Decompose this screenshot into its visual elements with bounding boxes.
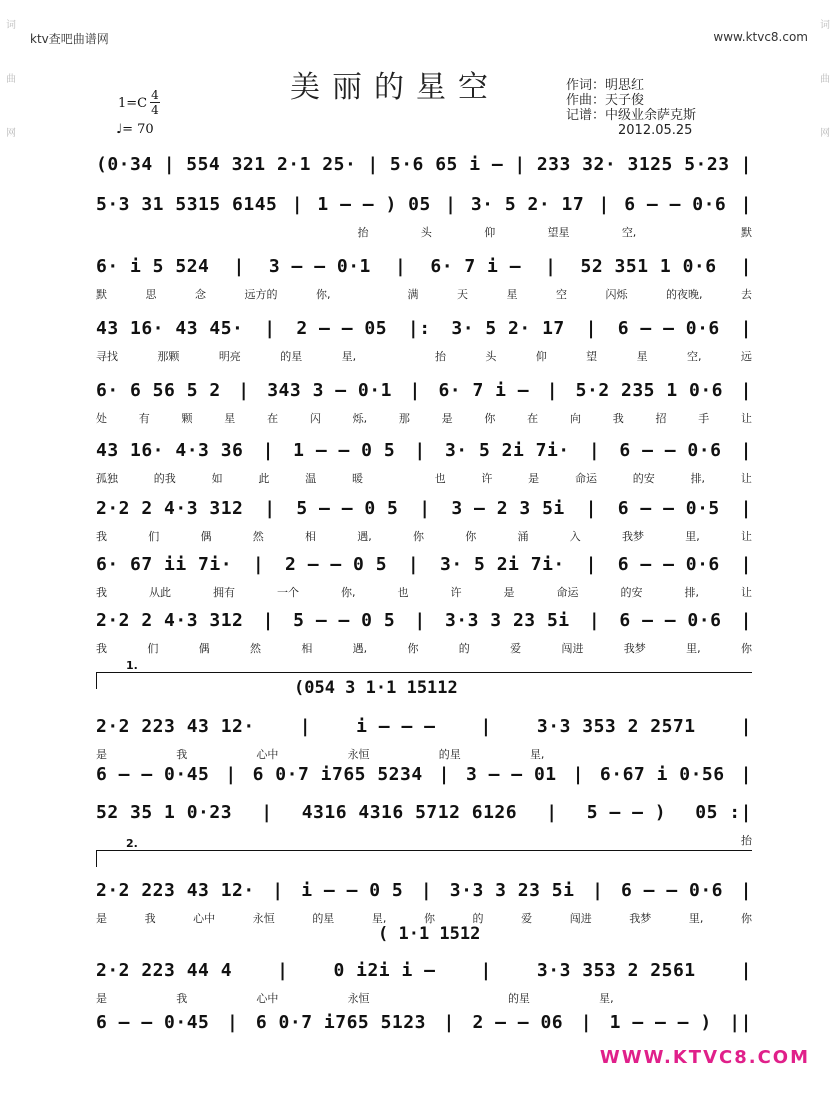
lyric-syllable: 向 bbox=[569, 412, 581, 425]
lyric-syllable: 的安 bbox=[632, 472, 655, 485]
lyric-syllable: 遇, bbox=[352, 642, 368, 655]
lyric-syllable: 空 bbox=[556, 288, 567, 301]
lyric-syllable: 思 bbox=[145, 288, 157, 301]
lyric-syllable: 的星 bbox=[280, 350, 303, 363]
lyric-syllable: 星 bbox=[506, 288, 518, 301]
lyric-syllable: 许 bbox=[450, 586, 462, 599]
lyric-syllable: 烁, bbox=[352, 412, 368, 425]
lyric-syllable: 你 bbox=[740, 912, 752, 925]
lyric-syllable: 天 bbox=[457, 288, 468, 301]
lyric-syllable: 们 bbox=[148, 530, 160, 543]
lyric-syllable: 是 bbox=[96, 992, 107, 1005]
lyric-syllable: 你 bbox=[484, 412, 496, 425]
barline: | bbox=[585, 317, 597, 339]
lyric-syllable: 你, bbox=[316, 288, 331, 301]
lyric-syllable: 空, bbox=[621, 226, 637, 239]
barline: | bbox=[588, 439, 601, 461]
barline: | bbox=[546, 379, 559, 401]
lyric-syllable: 暖 bbox=[351, 472, 363, 485]
lyric-syllable: 心中 bbox=[193, 912, 216, 925]
lyric-syllable: 让 bbox=[740, 472, 752, 485]
lyric-syllable: 然 bbox=[249, 642, 261, 655]
lyric-syllable: 在 bbox=[527, 412, 539, 425]
lyric-syllable: 远方的 bbox=[244, 288, 278, 301]
measure: 554 321 2·1 25· bbox=[186, 153, 357, 175]
lyric-syllable: 让 bbox=[740, 412, 752, 425]
lyric-syllable: 里, bbox=[685, 530, 700, 543]
lyric-syllable: 命运 bbox=[556, 586, 579, 599]
lyric-syllable: 星, bbox=[371, 912, 387, 925]
measure: 6· 7 i – bbox=[438, 379, 530, 401]
lyric-syllable: 抬 bbox=[434, 350, 446, 363]
lyric-syllable: 心中 bbox=[256, 992, 279, 1005]
notes-line bbox=[96, 606, 752, 634]
barline: | bbox=[264, 497, 276, 519]
measure: 3· 5 2· 17 bbox=[451, 317, 565, 339]
staff-row bbox=[96, 436, 752, 498]
barline: | bbox=[740, 553, 752, 575]
lyric-syllable: 我 bbox=[612, 412, 624, 425]
volta-1-intro: (054 3 1·1 15112 bbox=[294, 678, 458, 698]
measure: 2 – – 05 bbox=[296, 317, 388, 339]
barline: | bbox=[598, 193, 610, 215]
barline: | bbox=[740, 317, 752, 339]
measure: 5·2 235 1 0·6 bbox=[575, 379, 724, 401]
measure: 3·3 353 2 2561 bbox=[536, 959, 696, 981]
barline: | bbox=[407, 553, 420, 575]
measure: 3· 5 2i 7i· bbox=[440, 553, 565, 575]
notes-line bbox=[96, 494, 752, 522]
lyric-syllable: 永恒 bbox=[252, 912, 275, 925]
lyric-syllable: 是 bbox=[528, 472, 540, 485]
measure: 2 – – 0 5 bbox=[285, 553, 388, 575]
lyric-syllable: 的星 bbox=[312, 912, 335, 925]
wm-char: 网 bbox=[6, 128, 16, 139]
lyric-syllable: 心中 bbox=[256, 748, 279, 761]
measure: 6 – – 0·45 bbox=[96, 763, 210, 785]
lyric-syllable: 是 bbox=[96, 748, 107, 761]
notes-line bbox=[96, 760, 752, 788]
notes-line bbox=[96, 550, 752, 578]
lyric-syllable: 排, bbox=[690, 472, 706, 485]
notes-line bbox=[96, 798, 752, 826]
lyrics-line bbox=[96, 528, 752, 544]
measure: 3 – – 01 bbox=[465, 763, 557, 785]
measure: 6 – – 0·6 bbox=[624, 193, 727, 215]
notes-line bbox=[96, 190, 752, 218]
lyric-syllable: 去 bbox=[741, 288, 752, 301]
barline: | bbox=[414, 609, 426, 631]
notes-line bbox=[96, 376, 752, 404]
measure: 43 16· 4·3 36 bbox=[96, 439, 244, 461]
lyric-syllable: 你, bbox=[341, 586, 356, 599]
barline: | bbox=[443, 1011, 455, 1033]
measure: 2 – – 06 bbox=[472, 1011, 564, 1033]
tempo-marking: ♩= 70 bbox=[116, 122, 154, 137]
measure: i – – – bbox=[356, 715, 436, 737]
staff-row bbox=[96, 494, 752, 556]
lyric-syllable: 有 bbox=[138, 412, 150, 425]
lyric-syllable: 满 bbox=[407, 288, 419, 301]
song-title: 美丽的星空 bbox=[290, 70, 500, 105]
measure: 6 – – 0·45 bbox=[96, 1011, 210, 1033]
measure: 43 16· 43 45· bbox=[96, 317, 244, 339]
barline: | bbox=[545, 255, 557, 277]
measure: 2·2 223 44 4 bbox=[96, 959, 233, 981]
notes-line bbox=[96, 1008, 752, 1036]
meter-top: 4 bbox=[151, 88, 159, 102]
lyric-syllable: 然 bbox=[252, 530, 264, 543]
lyric-syllable: 你 bbox=[423, 912, 435, 925]
measure: 6· 67 ii 7i· bbox=[96, 553, 233, 575]
lyric-syllable: 是 bbox=[503, 586, 515, 599]
barline: | bbox=[252, 553, 265, 575]
barline: | bbox=[740, 497, 752, 519]
lyric-syllable: 我 bbox=[176, 748, 188, 761]
measure: 6 – – 0·6 bbox=[620, 879, 724, 901]
lyric-syllable: 仰 bbox=[535, 350, 547, 363]
lyric-syllable: 你 bbox=[740, 642, 752, 655]
measure: 3·3 3 23 5i bbox=[449, 879, 575, 901]
lyric-syllable: 里, bbox=[686, 642, 701, 655]
barline: | bbox=[585, 553, 597, 575]
measure: 6 – – 0·6 bbox=[617, 553, 720, 575]
barline: | bbox=[740, 379, 752, 401]
transcribe-date: 2012.05.25 bbox=[618, 123, 693, 138]
lyric-syllable: 闯进 bbox=[569, 912, 592, 925]
barline: | bbox=[262, 439, 274, 461]
measure: 52 351 1 0·6 bbox=[580, 255, 717, 277]
measure: 5·3 31 5315 6145 bbox=[96, 193, 278, 215]
key-signature: 1=C bbox=[118, 96, 148, 111]
lyric-syllable: 排, bbox=[684, 586, 699, 599]
lyric-syllable: 我 bbox=[176, 992, 188, 1005]
wm-char: 曲 bbox=[6, 74, 16, 85]
barline: | bbox=[419, 497, 431, 519]
lyric-syllable: 远 bbox=[740, 350, 752, 363]
volta-1-label: 1. bbox=[126, 659, 138, 672]
barline: | bbox=[409, 379, 421, 401]
lyric-syllable: 我梦 bbox=[623, 642, 646, 655]
barline: | bbox=[740, 255, 752, 277]
barline: | bbox=[291, 193, 304, 215]
lyric-syllable: 的安 bbox=[620, 586, 643, 599]
measure: 6· 7 i – bbox=[430, 255, 522, 277]
notes-line bbox=[96, 876, 752, 904]
lyric-syllable: 望 bbox=[586, 350, 598, 363]
staff-row bbox=[96, 550, 752, 612]
barline: | bbox=[740, 193, 752, 215]
measure: 52 35 1 0·23 bbox=[96, 801, 233, 823]
lyric-syllable: 头 bbox=[420, 226, 432, 239]
barline: | bbox=[225, 763, 237, 785]
lyric-syllable: 遇, bbox=[357, 530, 372, 543]
barline: | bbox=[163, 153, 176, 175]
barline: | bbox=[514, 153, 526, 175]
barline: | bbox=[262, 609, 274, 631]
lyric-syllable: 默 bbox=[96, 288, 107, 301]
barline: | bbox=[438, 763, 450, 785]
staff-row bbox=[96, 314, 752, 376]
barline: | bbox=[740, 609, 752, 631]
lyric-syllable: 的星 bbox=[438, 748, 461, 761]
lyric-syllable: 我梦 bbox=[622, 530, 644, 543]
lyric-syllable: 偶 bbox=[198, 642, 210, 655]
barline: | bbox=[580, 1011, 593, 1033]
barline: | bbox=[740, 715, 752, 737]
notes-line bbox=[96, 956, 752, 984]
measure: 2·2 2 4·3 312 bbox=[96, 609, 244, 631]
lyrics-line bbox=[96, 348, 752, 364]
lyric-syllable: 涌 bbox=[517, 530, 529, 543]
footer-logo[interactable]: WWW.KTVC8.COM bbox=[599, 1047, 810, 1068]
barline: | bbox=[585, 497, 597, 519]
watermark-left bbox=[4, 20, 18, 182]
barline: | bbox=[445, 193, 457, 215]
lyric-syllable: 星, bbox=[341, 350, 357, 363]
lyric-syllable: 那颗 bbox=[157, 350, 180, 363]
staff-row bbox=[96, 190, 752, 252]
barline: | bbox=[740, 439, 752, 461]
lyrics-line bbox=[96, 832, 752, 848]
barline: | bbox=[238, 379, 250, 401]
wm-char: 词 bbox=[6, 20, 16, 31]
measure: 05 :| bbox=[695, 801, 752, 823]
lyric-syllable: 从此 bbox=[149, 586, 171, 599]
measure: 343 3 – 0·1 bbox=[267, 379, 392, 401]
barline: || bbox=[729, 1011, 752, 1033]
lyrics-line bbox=[96, 224, 752, 240]
lyric-syllable: 默 bbox=[740, 226, 752, 239]
lyric-syllable: 闪烁 bbox=[605, 288, 628, 301]
measure: 6· 6 56 5 2 bbox=[96, 379, 221, 401]
barline: | bbox=[420, 879, 433, 901]
lyric-syllable: 你 bbox=[465, 530, 477, 543]
measure: 5 – – 0 5 bbox=[296, 497, 399, 519]
time-signature bbox=[150, 88, 160, 117]
measure: 3 – 2 3 5i bbox=[451, 497, 565, 519]
measure: 6 – – 0·5 bbox=[617, 497, 720, 519]
measure: 3·3 3 23 5i bbox=[444, 609, 570, 631]
barline: | bbox=[592, 879, 604, 901]
measure: 6 – – 0·6 bbox=[617, 317, 720, 339]
composer: 作曲：天子俊 bbox=[566, 93, 645, 108]
lyricist: 作词：明思红 bbox=[566, 78, 645, 93]
lyrics-line bbox=[96, 286, 752, 302]
barline: | bbox=[394, 255, 407, 277]
lyric-syllable: 你 bbox=[413, 530, 424, 543]
measure: 5 – – ) bbox=[586, 801, 667, 823]
lyric-syllable: 念 bbox=[195, 288, 206, 301]
barline: | bbox=[272, 879, 284, 901]
barline: | bbox=[480, 715, 492, 737]
lyric-syllable: 里, bbox=[688, 912, 704, 925]
lyric-syllable: 处 bbox=[96, 412, 107, 425]
lyric-syllable: 让 bbox=[741, 586, 752, 599]
lyric-syllable: 的夜晚, bbox=[666, 288, 703, 301]
lyric-syllable: 我 bbox=[96, 642, 107, 655]
barline: | bbox=[226, 1011, 239, 1033]
lyric-syllable: 命运 bbox=[574, 472, 597, 485]
barline: | bbox=[233, 255, 245, 277]
lyric-syllable: 明亮 bbox=[218, 350, 241, 363]
measure: 3· 5 2i 7i· bbox=[444, 439, 570, 461]
measure: 1 – – 0 5 bbox=[293, 439, 396, 461]
lyrics-line bbox=[96, 584, 752, 600]
lyric-syllable: 爱 bbox=[521, 912, 533, 925]
lyric-syllable: 偶 bbox=[200, 530, 212, 543]
barline: | bbox=[572, 763, 584, 785]
lyrics-line bbox=[96, 640, 752, 656]
barline: | bbox=[264, 317, 276, 339]
lyric-syllable: 我梦 bbox=[629, 912, 652, 925]
volta-2 bbox=[96, 837, 752, 865]
volta-2-label: 2. bbox=[126, 837, 138, 850]
lyric-syllable: 闪 bbox=[309, 412, 321, 425]
lyric-syllable: 闯进 bbox=[561, 642, 584, 655]
lyric-syllable: 永恒 bbox=[347, 992, 370, 1005]
lyric-syllable: 星, bbox=[599, 992, 614, 1005]
measure: 1 – – ) 05 bbox=[317, 193, 431, 215]
staff-row bbox=[96, 376, 752, 438]
lyric-syllable: 相 bbox=[305, 530, 316, 543]
barline: | bbox=[588, 609, 601, 631]
barline: | bbox=[299, 715, 312, 737]
measure: 2·2 223 43 12· bbox=[96, 715, 255, 737]
lyric-syllable: 的我 bbox=[153, 472, 176, 485]
measure: 3· 5 2· 17 bbox=[470, 193, 585, 215]
measure: 6 – – 0·6 bbox=[619, 609, 722, 631]
wm-char: 网 bbox=[820, 128, 830, 139]
lyric-syllable: 招 bbox=[655, 412, 667, 425]
barline: | bbox=[740, 879, 752, 901]
measure: 6 0·7 i765 5234 bbox=[252, 763, 423, 785]
lyric-syllable: 拥有 bbox=[213, 586, 235, 599]
notes-line bbox=[96, 314, 752, 342]
measure: 1 – – – ) bbox=[609, 1011, 712, 1033]
barline: | bbox=[261, 801, 273, 823]
lyric-syllable: 空, bbox=[686, 350, 702, 363]
measure: 2·2 2 4·3 312 bbox=[96, 497, 244, 519]
lyric-syllable: 也 bbox=[434, 472, 446, 485]
barline: | bbox=[740, 763, 752, 785]
wm-char: 词 bbox=[820, 20, 830, 31]
lyric-syllable: 望星 bbox=[547, 226, 570, 239]
lyric-syllable: 孤独 bbox=[96, 472, 118, 485]
lyric-syllable: 星 bbox=[224, 412, 236, 425]
barline: | bbox=[740, 959, 752, 981]
barline: | bbox=[546, 801, 558, 823]
notes-line bbox=[96, 436, 752, 464]
lyric-syllable: 星 bbox=[636, 350, 648, 363]
lyric-syllable: 们 bbox=[147, 642, 159, 655]
barline: |: bbox=[407, 317, 431, 339]
measure: 5 – – 0 5 bbox=[293, 609, 396, 631]
lyric-syllable: 入 bbox=[569, 530, 581, 543]
watermark-right bbox=[818, 20, 832, 182]
measure: 6 – – 0·6 bbox=[619, 439, 722, 461]
lyric-syllable: 是 bbox=[441, 412, 453, 425]
measure: (0·34 bbox=[96, 153, 153, 175]
measure: 2·2 223 43 12· bbox=[96, 879, 255, 901]
lyric-syllable: 颗 bbox=[181, 412, 193, 425]
lyric-syllable: 的星 bbox=[507, 992, 530, 1005]
lyrics-line bbox=[96, 410, 752, 426]
lyric-syllable: 一个 bbox=[277, 586, 299, 599]
notes-line bbox=[96, 252, 752, 280]
notes-line bbox=[96, 712, 752, 740]
lyric-syllable: 的 bbox=[458, 642, 470, 655]
lyric-syllable: 是 bbox=[96, 912, 107, 925]
lyric-syllable: 温 bbox=[305, 472, 317, 485]
wm-char: 曲 bbox=[820, 74, 830, 85]
lyric-syllable: 你 bbox=[407, 642, 419, 655]
lyric-syllable: 头 bbox=[485, 350, 497, 363]
measure: 4316 4316 5712 6126 bbox=[301, 801, 518, 823]
lyric-syllable: 此 bbox=[258, 472, 270, 485]
staff-row bbox=[96, 252, 752, 314]
lyric-syllable: 我 bbox=[96, 530, 107, 543]
transcriber: 记谱：中级业余萨克斯 bbox=[566, 108, 697, 123]
lyric-syllable: 手 bbox=[698, 412, 710, 425]
measure: 3 – – 0·1 bbox=[268, 255, 371, 277]
credits bbox=[566, 78, 696, 138]
measure: 6·67 i 0·56 bbox=[599, 763, 725, 785]
lyric-syllable: 我 bbox=[144, 912, 156, 925]
lyric-syllable: 星, bbox=[529, 748, 545, 761]
lyrics-line bbox=[96, 470, 752, 486]
site-url-right[interactable]: www.ktvc8.com bbox=[713, 30, 808, 44]
lyric-syllable: 那 bbox=[398, 412, 410, 425]
measure: 0 i2i i – bbox=[333, 959, 436, 981]
measure: i – – 0 5 bbox=[301, 879, 404, 901]
barline: | bbox=[367, 153, 379, 175]
lyric-syllable: 许 bbox=[481, 472, 493, 485]
notes-line bbox=[96, 150, 752, 178]
site-name-left[interactable]: ktv查吧曲谱网 bbox=[30, 32, 109, 46]
lyric-syllable: 相 bbox=[301, 642, 313, 655]
measure: 6 0·7 i765 5123 bbox=[255, 1011, 426, 1033]
staff-row bbox=[96, 606, 752, 668]
barline: | bbox=[480, 959, 492, 981]
lyric-syllable: 如 bbox=[211, 472, 223, 485]
lyric-syllable: 抬 bbox=[357, 226, 369, 239]
lyric-syllable: 仰 bbox=[484, 226, 496, 239]
lyric-syllable: 我 bbox=[96, 586, 107, 599]
lyrics-line bbox=[96, 990, 752, 1006]
barline: | bbox=[414, 439, 426, 461]
measure: 6· i 5 524 bbox=[96, 255, 210, 277]
lyric-syllable: 永恒 bbox=[347, 748, 370, 761]
measure: 5·6 65 i – bbox=[389, 153, 504, 175]
lyric-syllable: 也 bbox=[397, 586, 409, 599]
measure: 3·3 353 2 2571 bbox=[536, 715, 696, 737]
lyric-syllable: 寻找 bbox=[96, 350, 118, 363]
barline: | bbox=[277, 959, 289, 981]
meter-bottom: 4 bbox=[151, 103, 159, 117]
measure: 233 32· 3125 5·23 bbox=[536, 153, 730, 175]
lyric-syllable: 让 bbox=[741, 530, 752, 543]
volta-2-intro: ( 1·1 1512 bbox=[378, 924, 481, 944]
lyric-syllable: 的 bbox=[472, 912, 484, 925]
barline: | bbox=[740, 153, 752, 175]
lyric-syllable: 爱 bbox=[510, 642, 522, 655]
lyric-syllable: 抬 bbox=[741, 834, 752, 847]
lyric-syllable: 在 bbox=[267, 412, 279, 425]
